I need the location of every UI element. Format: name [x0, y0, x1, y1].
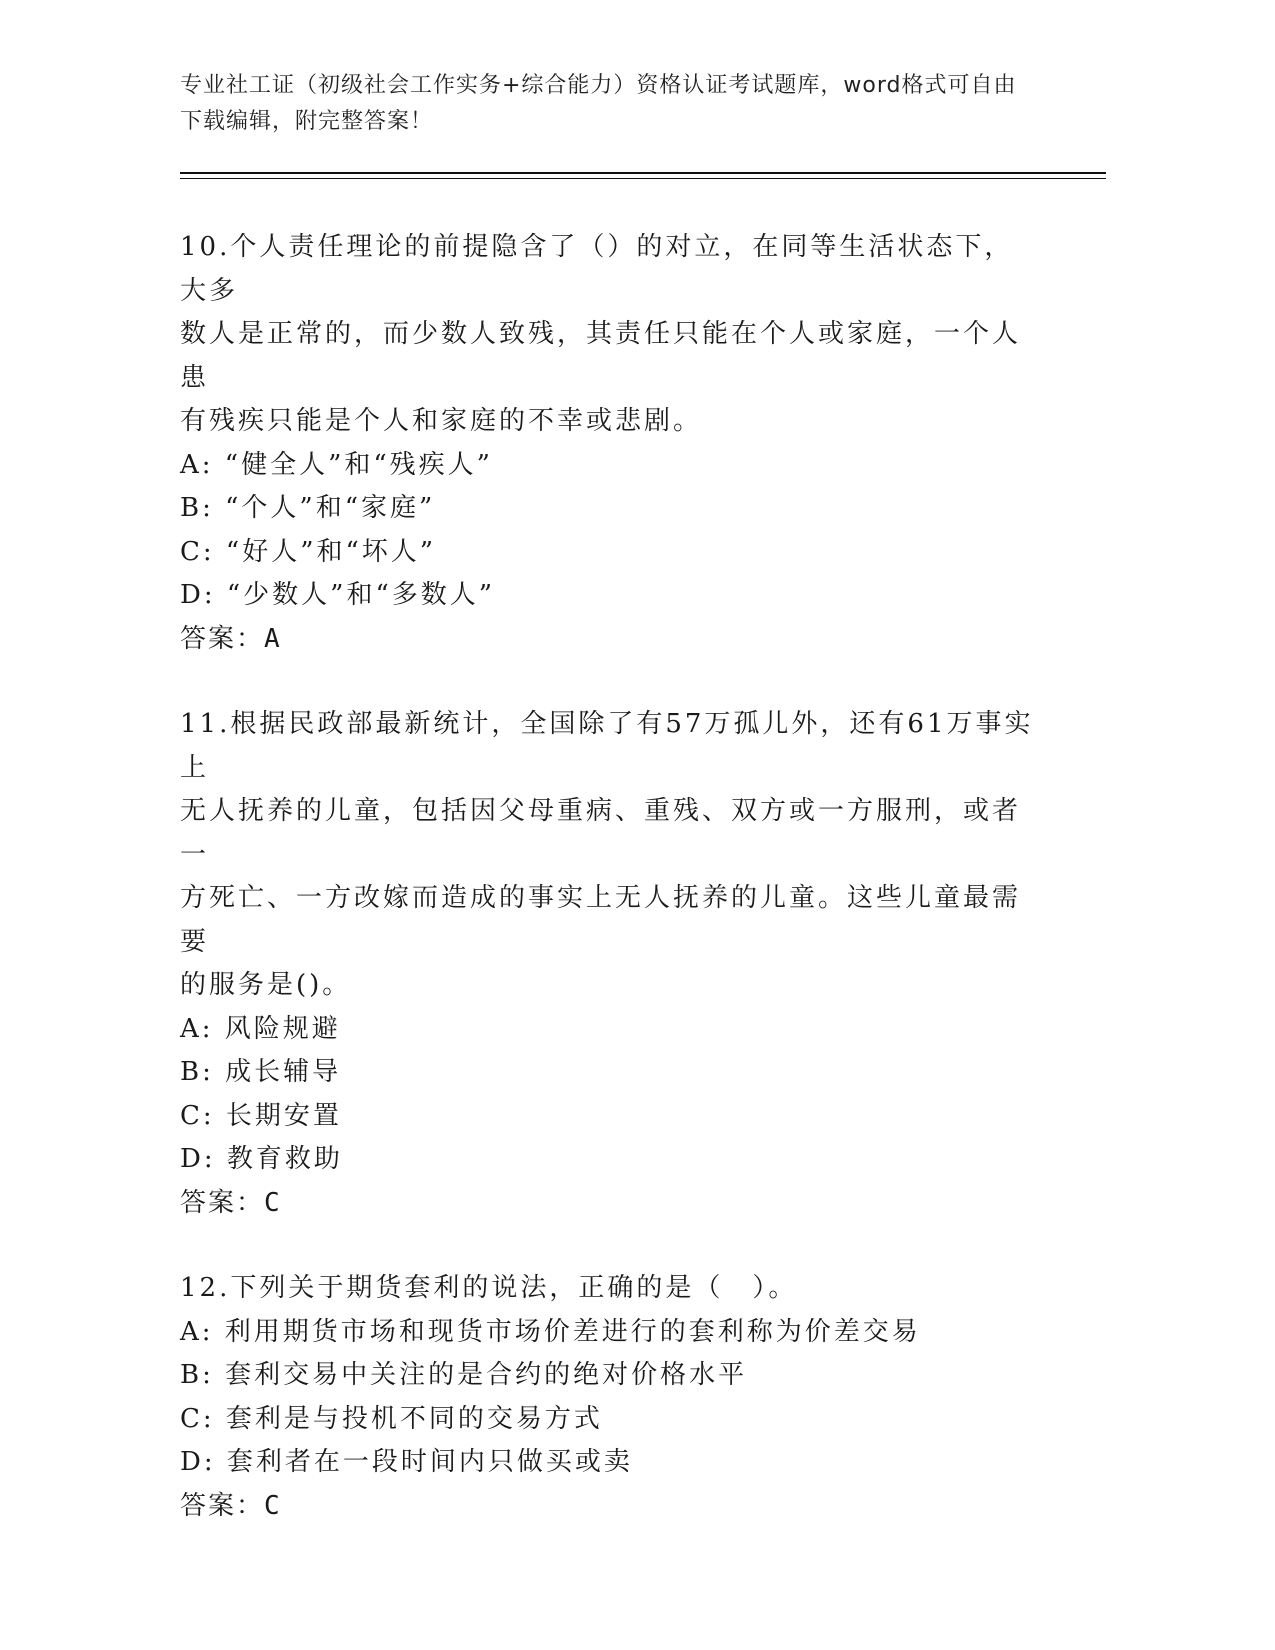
option-b: B: 套利交易中关注的是合约的绝对价格水平	[180, 1360, 748, 1390]
option-a: A: 利用期货市场和现货市场价差进行的套利称为价差交易	[180, 1316, 921, 1347]
question-stem-line: 12.下列关于期货套利的说法，正确的是（ ）。	[180, 1273, 798, 1303]
answer: 答案：A	[180, 623, 282, 654]
document-header	[180, 68, 1080, 140]
question-stem-line: 11.根据民政部最新统计，全国除了有57万孤儿外，还有61万事实上	[180, 709, 1034, 783]
header-line-2: 下载编辑，附完整答案！	[180, 109, 434, 134]
question-stem	[180, 703, 1040, 1008]
question-12	[180, 1267, 1040, 1528]
question-stem-line: 有残疾只能是个人和家庭的不幸或悲剧。	[180, 406, 703, 436]
header-divider-thick	[180, 172, 1106, 174]
question-stem-line: 10.个人责任理论的前提隐含了（）的对立，在同等生活状态下，大多	[180, 232, 1014, 306]
answer: 答案：C	[180, 1490, 282, 1521]
answer: 答案：C	[180, 1187, 282, 1218]
option-d: D: 套利者在一段时间内只做买或卖	[180, 1447, 633, 1477]
question-stem	[180, 1267, 1040, 1311]
question-stem-line: 方死亡、一方改嫁而造成的事实上无人抚养的儿童。这些儿童最需要	[180, 883, 1022, 957]
question-stem	[180, 226, 1040, 444]
question-stem-line: 数人是正常的，而少数人致残，其责任只能在个人或家庭，一个人患	[180, 319, 1022, 393]
option-d: D: “少数人”和“多数人”	[180, 580, 496, 610]
question-stem-line: 无人抚养的儿童，包括因父母重病、重残、双方或一方服刑，或者一	[180, 796, 1022, 870]
option-d: D: 教育救助	[180, 1144, 343, 1174]
header-line-1: 专业社工证（初级社会工作实务+综合能力）资格认证考试题库，word格式可自由	[180, 73, 1017, 98]
option-c: C: 长期安置	[180, 1100, 342, 1131]
question-stem-line: 的服务是()。	[180, 970, 352, 1000]
question-11	[180, 703, 1040, 1225]
option-a: A: 风险规避	[180, 1013, 341, 1044]
option-c: C: “好人”和“坏人”	[180, 536, 437, 567]
option-a: A: “健全人”和“残疾人”	[180, 449, 493, 480]
header-divider-thin	[180, 178, 1106, 179]
option-b: B: “个人”和“家庭”	[180, 493, 436, 523]
option-b: B: 成长辅导	[180, 1057, 342, 1087]
question-list	[180, 226, 1040, 1570]
option-c: C: 套利是与投机不同的交易方式	[180, 1403, 603, 1434]
question-10	[180, 226, 1040, 661]
